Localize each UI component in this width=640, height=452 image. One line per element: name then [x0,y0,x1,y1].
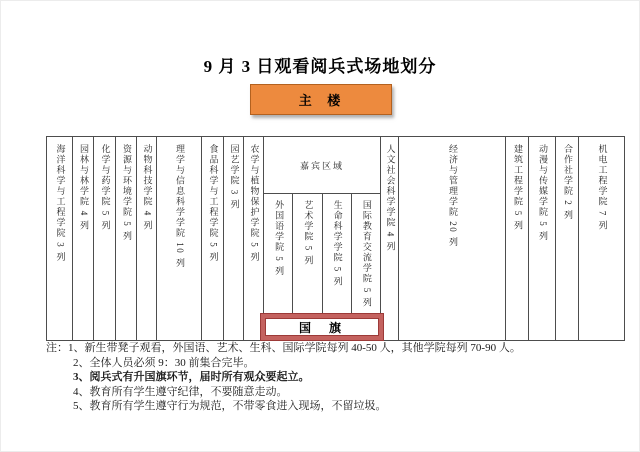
note-item: 3、阅兵式有升国旗环节，届时所有观众要起立。 [73,371,310,383]
college-label: 动物科技学院 4 列 [142,144,153,231]
note-item: 1、新生带凳子观看，外国语、艺术、生科、国际学院每列 40-50 人，其他学院每列 70-90 人。 [68,342,521,354]
college-column [555,137,578,340]
main-building-box [250,84,392,115]
college-column [505,137,528,340]
college-label: 园艺学院 3 列 [229,144,240,210]
college-column [322,194,351,314]
college-label: 化学与药学院 5 列 [100,144,111,231]
guest-subcolumns [264,194,380,314]
college-label: 人文社会科学学院 4 列 [385,144,396,252]
note-line [46,356,624,371]
college-column [398,137,505,340]
note-line [46,399,624,414]
college-column [115,137,136,340]
college-label: 农学与植物保护学院 5 列 [249,144,260,263]
notes-section [46,341,624,414]
college-column [136,137,156,340]
college-column [264,194,292,314]
national-flag-label: 国 旗 [298,320,345,335]
college-column [528,137,555,340]
note-item: 2、全体人员必须 9：30 前集合完毕。 [73,356,255,369]
college-column [72,137,93,340]
college-column [223,137,243,340]
note-line [46,370,624,385]
college-column [292,194,321,314]
college-label: 艺术学院 5 列 [303,200,314,266]
college-label: 资源与环境学院 5 列 [121,144,132,242]
note-item: 5、教育所有学生遵守行为规范，不带零食进入现场，不留垃圾。 [73,400,387,412]
note-line [46,341,624,356]
college-label: 动漫与传媒学院 5 列 [537,144,548,242]
college-label: 理学与信息科学学院 10 列 [174,144,185,269]
guest-area-cell [264,137,380,194]
college-column [578,137,624,340]
college-label: 建筑工程学院 5 列 [512,144,523,231]
guest-area-label: 嘉宾区域 [299,160,344,171]
college-label: 经济与管理学院 20 列 [447,144,458,248]
college-column [201,137,223,340]
college-column [47,137,72,340]
note-item: 4、教育所有学生遵守纪律，不要随意走动。 [73,385,288,398]
college-column [243,137,263,340]
college-label: 合作社学院 2 列 [562,144,573,221]
college-label: 生命科学学院 5 列 [332,200,343,287]
note-line [46,385,624,400]
guest-area-group [263,137,380,340]
field-layout-table [46,136,625,341]
note-prefix: 注： [46,342,68,354]
college-label: 海洋科学与工程学院 3 列 [55,144,66,263]
main-building-label: 主 楼 [298,93,344,108]
college-column [93,137,115,340]
college-column [351,194,380,314]
college-label: 国际教育交流学院 5 列 [361,200,372,308]
college-label: 外国语学院 5 列 [274,200,285,277]
college-label: 机电工程学院 7 列 [597,144,608,231]
college-label: 食品科学与工程学院 5 列 [208,144,219,263]
college-column [156,137,201,340]
college-label: 园林与林学院 4 列 [78,144,89,231]
page-title: 9 月 3 日观看阅兵式场地划分 [203,57,437,76]
college-column [380,137,398,340]
national-flag-box [261,314,383,340]
